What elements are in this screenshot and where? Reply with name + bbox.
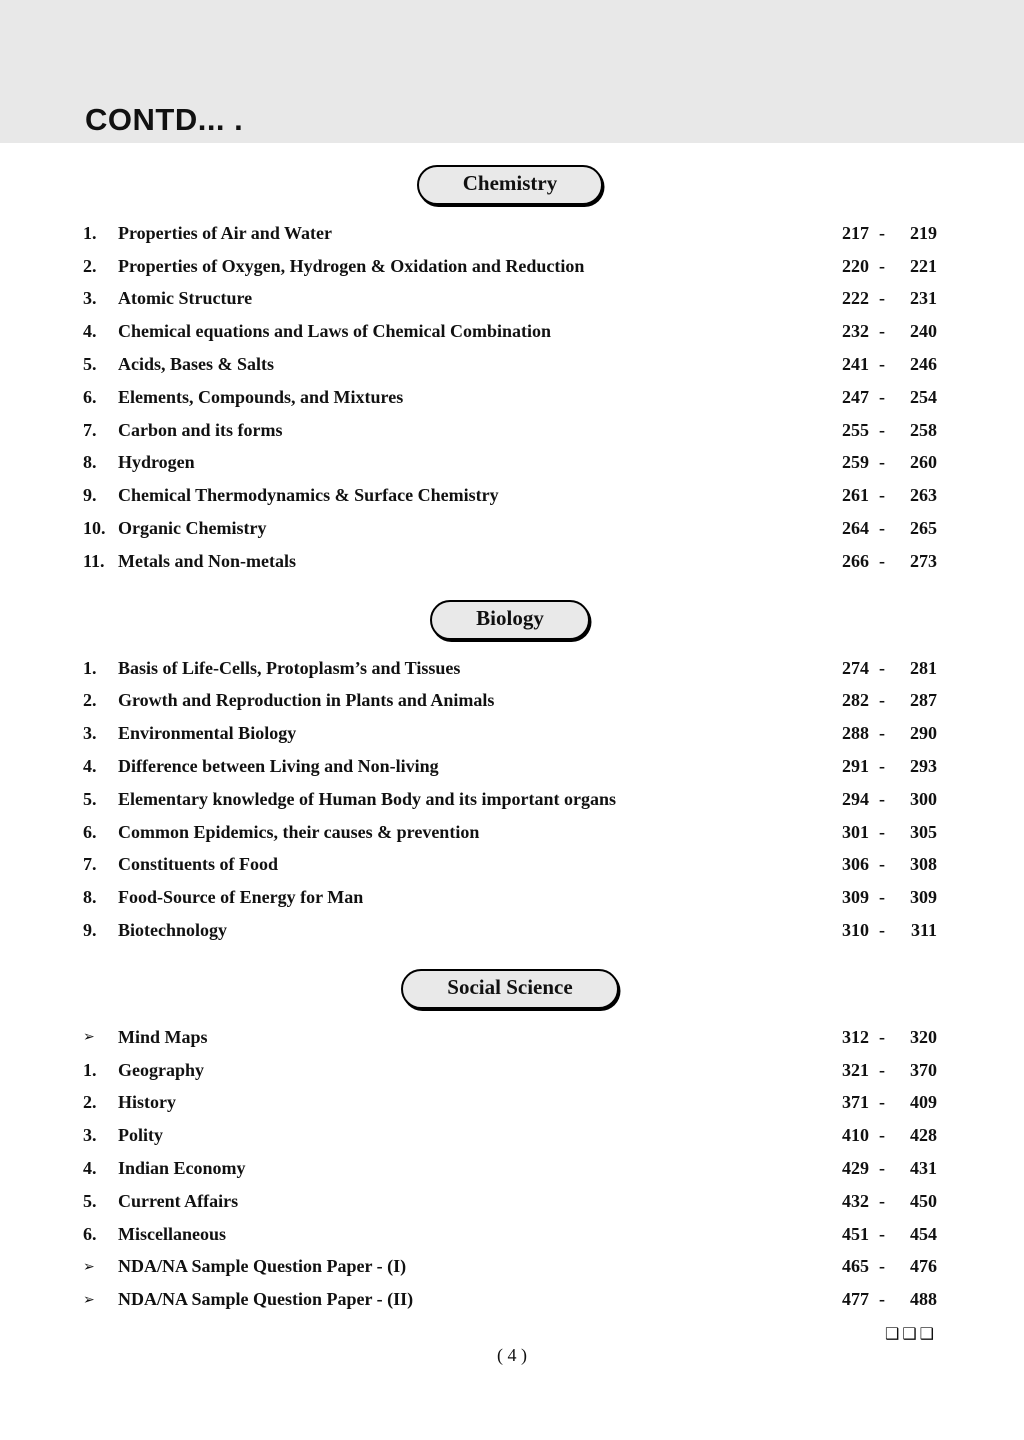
item-marker: 7.	[83, 419, 97, 440]
page-end: 409	[910, 1092, 937, 1113]
toc-row	[83, 1152, 937, 1185]
item-label: Indian Economy	[118, 1158, 246, 1179]
page-start: 255	[842, 419, 869, 440]
toc-row	[83, 914, 937, 947]
toc-row	[83, 717, 937, 750]
page-range	[827, 756, 937, 777]
page-start: 321	[842, 1059, 869, 1080]
page-start: 259	[842, 452, 869, 473]
item-marker: 8.	[83, 452, 97, 473]
page-end: 258	[910, 419, 937, 440]
item-label: Chemical equations and Laws of Chemical Combination	[118, 321, 552, 342]
item-marker: 2.	[83, 1092, 97, 1113]
toc-row	[83, 1054, 937, 1087]
page-range	[827, 822, 937, 843]
item-marker: 1.	[83, 222, 97, 243]
item-marker: 5.	[83, 354, 97, 375]
page-range	[827, 551, 937, 572]
page-range-dash: -	[879, 518, 885, 539]
item-label: Properties of Oxygen, Hydrogen & Oxidation and Reduction	[118, 255, 585, 276]
page-range-dash: -	[879, 756, 885, 777]
page-range	[827, 420, 937, 441]
page-start: 301	[842, 821, 869, 842]
page-start: 247	[842, 386, 869, 407]
item-marker: 2.	[83, 255, 97, 276]
toc-row	[83, 685, 937, 718]
page-start: 261	[842, 485, 869, 506]
page-range	[827, 256, 937, 277]
page-range-dash: -	[879, 1125, 885, 1146]
page-start: 222	[842, 288, 869, 309]
item-label: Carbon and its forms	[118, 419, 283, 440]
item-label: Hydrogen	[118, 452, 195, 473]
toc-row	[83, 447, 937, 480]
item-marker: 9.	[83, 920, 97, 941]
toc-row	[83, 315, 937, 348]
toc-row	[83, 652, 937, 685]
page-range	[827, 1027, 937, 1048]
page-range	[827, 723, 937, 744]
page-start: 306	[842, 854, 869, 875]
item-marker: 7.	[83, 854, 97, 875]
page-range-dash: -	[879, 1026, 885, 1047]
item-label: Growth and Reproduction in Plants and Animals	[118, 690, 495, 711]
page-range-dash: -	[879, 288, 885, 309]
page-range-dash: -	[879, 1223, 885, 1244]
page-start: 266	[842, 550, 869, 571]
page-range-dash: -	[879, 854, 885, 875]
page-start: 312	[842, 1026, 869, 1047]
page-end: 309	[910, 887, 937, 908]
page-end: 428	[910, 1125, 937, 1146]
item-marker: 3.	[83, 1125, 97, 1146]
item-marker: 5.	[83, 1190, 97, 1211]
page-range	[827, 920, 937, 941]
item-marker: 1.	[83, 1059, 97, 1080]
item-marker: 6.	[83, 821, 97, 842]
section-list	[83, 1021, 937, 1316]
item-label: Basis of Life-Cells, Protoplasm’s and Tissues	[118, 657, 461, 678]
arrow-bullet-icon: ➢	[83, 1258, 95, 1275]
page-end: 240	[910, 321, 937, 342]
page-end: 273	[910, 550, 937, 571]
item-label: Common Epidemics, their causes & prevention	[118, 821, 480, 842]
item-label: Atomic Structure	[118, 288, 253, 309]
arrow-bullet-icon: ➢	[83, 1291, 95, 1308]
page-range-dash: -	[879, 1190, 885, 1211]
page-end: 231	[910, 288, 937, 309]
item-marker: 3.	[83, 288, 97, 309]
page-range-dash: -	[879, 452, 885, 473]
arrow-bullet-icon: ➢	[83, 1029, 95, 1046]
page-range-dash: -	[879, 222, 885, 243]
toc-row	[83, 1251, 937, 1284]
item-label: Constituents of Food	[118, 854, 279, 875]
page-end: 300	[910, 788, 937, 809]
page-range-dash: -	[879, 788, 885, 809]
toc-row	[83, 1185, 937, 1218]
page-start: 282	[842, 690, 869, 711]
page-end: 450	[910, 1190, 937, 1211]
item-label: Properties of Air and Water	[118, 222, 332, 243]
toc-row	[83, 283, 937, 316]
page-range-dash: -	[879, 354, 885, 375]
item-label: Polity	[118, 1125, 163, 1146]
page-end: 281	[910, 657, 937, 678]
toc-row	[83, 816, 937, 849]
page-range	[827, 223, 937, 244]
toc-row	[83, 414, 937, 447]
page-range	[827, 1125, 937, 1146]
page-range	[827, 387, 937, 408]
toc-row	[83, 512, 937, 545]
section-heading-wrap	[83, 969, 937, 1009]
page-range-dash: -	[879, 550, 885, 571]
page-range	[827, 485, 937, 506]
toc-row	[83, 217, 937, 250]
item-label: Environmental Biology	[118, 723, 297, 744]
page-title: CONTD... .	[85, 102, 244, 137]
page-range-dash: -	[879, 920, 885, 941]
page-start: 432	[842, 1190, 869, 1211]
toc-row	[83, 1283, 937, 1316]
item-marker: 11.	[83, 550, 105, 571]
item-label: Elements, Compounds, and Mixtures	[118, 386, 404, 407]
section-list	[83, 652, 937, 947]
toc-row	[83, 783, 937, 816]
section-title-pill: Chemistry	[417, 165, 603, 205]
page-range	[827, 1191, 937, 1212]
item-label: Mind Maps	[118, 1026, 208, 1047]
toc-row	[83, 1087, 937, 1120]
page-range-dash: -	[879, 821, 885, 842]
page-start: 217	[842, 222, 869, 243]
page-range	[827, 1092, 937, 1113]
page-range-dash: -	[879, 690, 885, 711]
toc-row	[83, 250, 937, 283]
page-start: 429	[842, 1158, 869, 1179]
page-range-dash: -	[879, 419, 885, 440]
page-start: 264	[842, 518, 869, 539]
page-range-dash: -	[879, 255, 885, 276]
item-label: Biotechnology	[118, 920, 228, 941]
page-range	[827, 518, 937, 539]
page-start: 465	[842, 1256, 869, 1277]
item-label: Chemical Thermodynamics & Surface Chemistry	[118, 485, 499, 506]
page-end: 454	[910, 1223, 937, 1244]
item-marker: 5.	[83, 788, 97, 809]
page-range-dash: -	[879, 1059, 885, 1080]
page-range	[827, 1289, 937, 1310]
item-label: Food-Source of Energy for Man	[118, 887, 364, 908]
item-label: Acids, Bases & Salts	[118, 354, 275, 375]
item-marker: 6.	[83, 1223, 97, 1244]
header-band	[0, 0, 1024, 143]
toc-row	[83, 1119, 937, 1152]
page-range	[827, 887, 937, 908]
toc-section	[83, 969, 937, 1316]
page-end: 265	[910, 518, 937, 539]
toc-row	[83, 479, 937, 512]
item-label: NDA/NA Sample Question Paper - (I)	[118, 1256, 407, 1277]
page-end: 305	[910, 821, 937, 842]
item-marker: 4.	[83, 1158, 97, 1179]
page-range	[827, 452, 937, 473]
toc-section	[83, 165, 937, 578]
item-marker: 9.	[83, 485, 97, 506]
page-range-dash: -	[879, 485, 885, 506]
page-start: 310	[842, 920, 869, 941]
toc-row	[83, 545, 937, 578]
page-range	[827, 854, 937, 875]
toc-sections	[0, 165, 1024, 1316]
page-start: 477	[842, 1289, 869, 1310]
page-range-dash: -	[879, 1158, 885, 1179]
page-end: 287	[910, 690, 937, 711]
page-end: 263	[910, 485, 937, 506]
page-end: 293	[910, 756, 937, 777]
item-label: Metals and Non-metals	[118, 550, 296, 571]
page-range	[827, 1224, 937, 1245]
page-range-dash: -	[879, 657, 885, 678]
page-start: 309	[842, 887, 869, 908]
section-heading-wrap	[83, 600, 937, 640]
page-range	[827, 354, 937, 375]
page-range-dash: -	[879, 386, 885, 407]
page-range	[827, 321, 937, 342]
page-range	[827, 789, 937, 810]
page-start: 288	[842, 723, 869, 744]
end-of-contents-marks: ❑❑❑	[884, 1324, 937, 1344]
section-title-pill: Biology	[430, 600, 590, 640]
toc-row	[83, 381, 937, 414]
toc-row	[83, 750, 937, 783]
item-label: Organic Chemistry	[118, 518, 267, 539]
item-label: Current Affairs	[118, 1190, 239, 1211]
page-end: 221	[910, 255, 937, 276]
page-start: 451	[842, 1223, 869, 1244]
page-start: 294	[842, 788, 869, 809]
toc-row	[83, 1218, 937, 1251]
item-marker: 1.	[83, 657, 97, 678]
page-range-dash: -	[879, 321, 885, 342]
page-range-dash: -	[879, 1289, 885, 1310]
item-marker: 2.	[83, 690, 97, 711]
page-range-dash: -	[879, 1256, 885, 1277]
page-range-dash: -	[879, 723, 885, 744]
page-number: ( 4 )	[497, 1345, 527, 1366]
page-start: 410	[842, 1125, 869, 1146]
page-range	[827, 690, 937, 711]
item-marker: 8.	[83, 887, 97, 908]
item-label: Elementary knowledge of Human Body and its important organs	[118, 788, 617, 809]
item-label: NDA/NA Sample Question Paper - (II)	[118, 1289, 414, 1310]
page-end: 246	[910, 354, 937, 375]
page-end: 219	[910, 222, 937, 243]
page-start: 232	[842, 321, 869, 342]
page-end: 488	[910, 1289, 937, 1310]
toc-row	[83, 348, 937, 381]
section-list	[83, 217, 937, 578]
page-end: 308	[910, 854, 937, 875]
section-heading-wrap	[83, 165, 937, 205]
page-end: 476	[910, 1256, 937, 1277]
item-marker: 4.	[83, 321, 97, 342]
item-marker: 10.	[83, 518, 106, 539]
page-range	[827, 1060, 937, 1081]
page-end: 311	[910, 920, 937, 941]
page-end: 431	[910, 1158, 937, 1179]
page-range	[827, 288, 937, 309]
item-marker: 4.	[83, 756, 97, 777]
page-start: 291	[842, 756, 869, 777]
page-end: 254	[910, 386, 937, 407]
item-label: Miscellaneous	[118, 1223, 226, 1244]
toc-row	[83, 1021, 937, 1054]
page-end: 260	[910, 452, 937, 473]
item-marker: 3.	[83, 723, 97, 744]
page-end: 370	[910, 1059, 937, 1080]
page-start: 371	[842, 1092, 869, 1113]
item-label: Difference between Living and Non-living	[118, 756, 439, 777]
item-label: History	[118, 1092, 176, 1113]
item-label: Geography	[118, 1059, 205, 1080]
section-title-pill: Social Science	[401, 969, 618, 1009]
item-marker: 6.	[83, 386, 97, 407]
page-start: 220	[842, 255, 869, 276]
page-range	[827, 658, 937, 679]
page-end: 290	[910, 723, 937, 744]
toc-section	[83, 600, 937, 947]
toc-row	[83, 849, 937, 882]
page-range	[827, 1256, 937, 1277]
page-end: 320	[910, 1026, 937, 1047]
toc-row	[83, 881, 937, 914]
page-range	[827, 1158, 937, 1179]
page-start: 241	[842, 354, 869, 375]
page-range-dash: -	[879, 887, 885, 908]
page-range-dash: -	[879, 1092, 885, 1113]
page-start: 274	[842, 657, 869, 678]
